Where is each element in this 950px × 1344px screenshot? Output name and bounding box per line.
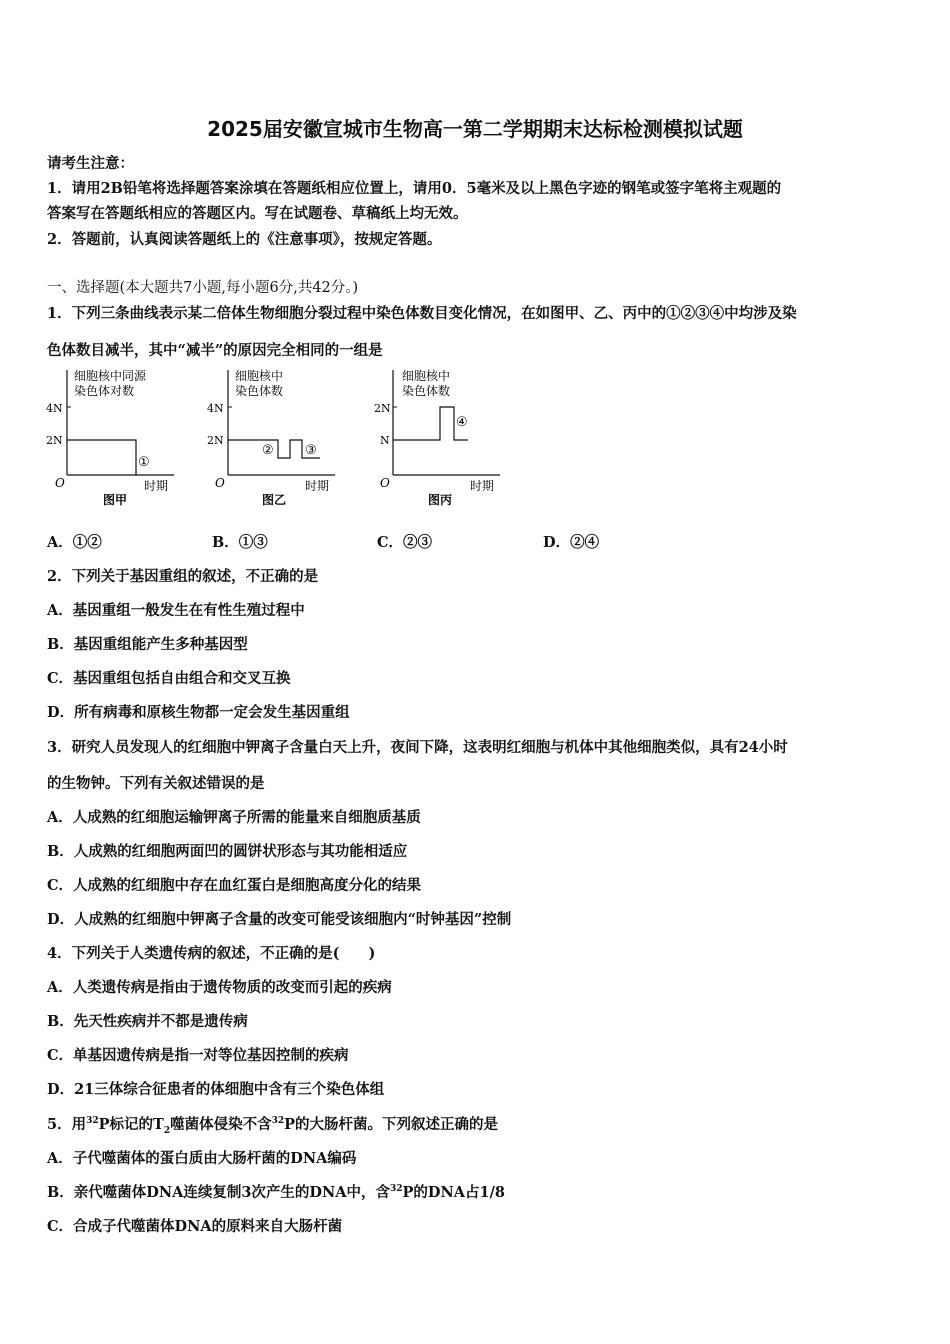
q5-option-b-sup: 32 bbox=[390, 1184, 403, 1195]
q1-figures bbox=[40, 362, 510, 512]
q2-stem: 2．下列关于基因重组的叙述，不正确的是 bbox=[47, 568, 319, 585]
yi-ylabel-2: 染色体数 bbox=[235, 384, 284, 398]
q4-option-b[interactable]: B．先天性疾病并不都是遗传病 bbox=[47, 1013, 248, 1030]
q5-stem-pre: 5．用 bbox=[47, 1116, 87, 1133]
yi-mark-a: ② bbox=[262, 443, 274, 458]
jia-caption: 图甲 bbox=[103, 493, 128, 507]
bing-ylabel-2: 染色体数 bbox=[402, 384, 451, 398]
bing-tick-2n: 2N bbox=[374, 402, 391, 415]
q5-stem bbox=[47, 1113, 498, 1134]
figure-bing bbox=[374, 368, 500, 507]
q5-option-a[interactable]: A．子代噬菌体的蛋白质由大肠杆菌的DNA编码 bbox=[47, 1150, 357, 1167]
yi-xlabel: 时期 bbox=[305, 479, 330, 493]
q4-stem: 4．下列关于人类遗传病的叙述，不正确的是( ) bbox=[47, 945, 376, 962]
q3-option-a[interactable]: A．人成熟的红细胞运输钾离子所需的能量来自细胞质基质 bbox=[47, 809, 421, 826]
q5-option-b[interactable] bbox=[47, 1181, 505, 1202]
notice-item-1-line-2: 答案写在答题纸相应的答题区内。写在试题卷、草稿纸上均无效。 bbox=[47, 205, 468, 222]
q5-stem-mid-2: 噬菌体侵染不含 bbox=[170, 1116, 272, 1133]
q3-stem-line-2: 的生物钟。下列有关叙述错误的是 bbox=[47, 775, 265, 792]
yi-ylabel-1: 细胞核中 bbox=[235, 369, 284, 383]
yi-tick-4n: 4N bbox=[207, 402, 224, 415]
jia-origin: O bbox=[55, 476, 65, 490]
q1-option-d[interactable]: D．②④ bbox=[543, 534, 600, 551]
q5-stem-sup-2: 32 bbox=[271, 1116, 285, 1127]
section-heading: 一、选择题(本大题共7小题,每小题6分,共42分。) bbox=[47, 280, 359, 296]
jia-ylabel-2: 染色体对数 bbox=[74, 384, 135, 398]
yi-tick-2n: 2N bbox=[207, 434, 224, 447]
q1-stem-line-1: 1．下列三条曲线表示某二倍体生物细胞分裂过程中染色体数目变化情况，在如图甲、乙、丙中的①②③④中均涉及染 bbox=[47, 305, 797, 322]
q5-option-c[interactable]: C．合成子代噬菌体DNA的原料来自大肠杆菌 bbox=[47, 1218, 343, 1235]
notice-item-1-line-1: 1．请用2B铅笔将选择题答案涂填在答题纸相应位置上，请用0．5毫米及以上黑色字迹的钢笔或签字笔将主观题的 bbox=[47, 180, 782, 197]
bing-origin: O bbox=[380, 476, 390, 490]
q3-stem-line-1: 3．研究人员发现人的红细胞中钾离子含量白天上升，夜间下降，这表明红细胞与机体中其他细胞类似，具有24小时 bbox=[47, 739, 788, 756]
bing-ylabel-1: 细胞核中 bbox=[402, 369, 451, 383]
q1-stem-line-2: 色体数目减半，其中“减半”的原因完全相同的一组是 bbox=[47, 342, 383, 359]
bing-mark: ④ bbox=[456, 415, 468, 430]
jia-mark: ① bbox=[138, 455, 150, 470]
jia-xlabel: 时期 bbox=[144, 479, 169, 493]
notice-heading: 请考生注意： bbox=[47, 155, 134, 172]
q5-stem-sup-1: 32 bbox=[86, 1116, 99, 1127]
bing-caption: 图丙 bbox=[428, 493, 453, 507]
q2-option-a[interactable]: A．基因重组一般发生在有性生殖过程中 bbox=[47, 602, 305, 619]
figure-yi bbox=[207, 368, 335, 507]
jia-tick-4n: 4N bbox=[46, 402, 63, 415]
figure-jia bbox=[46, 368, 174, 507]
jia-ylabel-1: 细胞核中同源 bbox=[74, 369, 147, 383]
q2-option-b[interactable]: B．基因重组能产生多种基因型 bbox=[47, 636, 248, 653]
q3-option-b[interactable]: B．人成熟的红细胞两面凹的圆饼状形态与其功能相适应 bbox=[47, 843, 408, 860]
q2-option-d[interactable]: D．所有病毒和原核生物都一定会发生基因重组 bbox=[47, 704, 350, 721]
q5-stem-sub: 2 bbox=[163, 1125, 171, 1136]
q1-option-c[interactable]: C．②③ bbox=[377, 534, 433, 551]
jia-tick-2n: 2N bbox=[46, 434, 63, 447]
q5-option-b-post: P的DNA占1/8 bbox=[402, 1184, 505, 1201]
q3-option-d[interactable]: D．人成熟的红细胞中钾离子含量的改变可能受该细胞内“时钟基因”控制 bbox=[47, 911, 512, 928]
q1-option-b[interactable]: B．①③ bbox=[212, 534, 268, 551]
q3-option-c[interactable]: C．人成熟的红细胞中存在血红蛋白是细胞高度分化的结果 bbox=[47, 877, 422, 894]
q5-option-b-pre: B．亲代噬菌体DNA连续复制3次产生的DNA中，含 bbox=[47, 1184, 390, 1201]
bing-xlabel: 时期 bbox=[470, 479, 495, 493]
q5-stem-mid-1: P标记的T bbox=[98, 1116, 164, 1133]
q4-option-d[interactable]: D．21三体综合征患者的体细胞中含有三个染色体组 bbox=[47, 1081, 385, 1098]
bing-tick-n: N bbox=[380, 434, 390, 447]
page-title: 2025届安徽宣城市生物高一第二学期期末达标检测模拟试题 bbox=[207, 117, 743, 141]
yi-caption: 图乙 bbox=[262, 493, 287, 507]
yi-mark-b: ③ bbox=[305, 443, 317, 458]
q1-option-a[interactable]: A．①② bbox=[47, 534, 102, 551]
notice-item-2: 2．答题前，认真阅读答题纸上的《注意事项》，按规定答题。 bbox=[47, 231, 442, 248]
q5-stem-post: P的大肠杆菌。下列叙述正确的是 bbox=[284, 1116, 499, 1133]
q2-option-c[interactable]: C．基因重组包括自由组合和交叉互换 bbox=[47, 670, 291, 687]
q4-option-c[interactable]: C．单基因遗传病是指一对等位基因控制的疾病 bbox=[47, 1047, 349, 1064]
yi-origin: O bbox=[215, 476, 225, 490]
q4-option-a[interactable]: A．人类遗传病是指由于遗传物质的改变而引起的疾病 bbox=[47, 979, 392, 996]
